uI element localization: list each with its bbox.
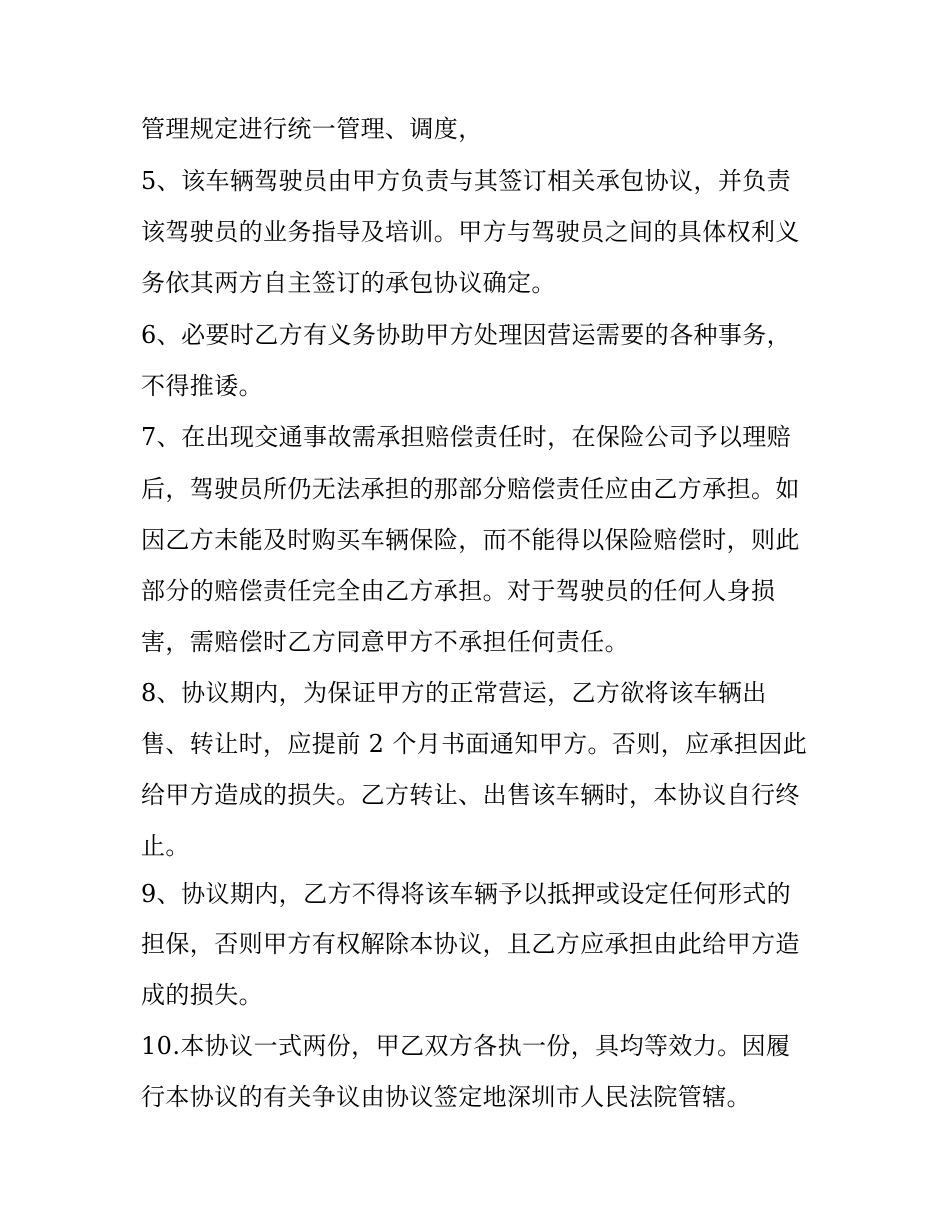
- text-line: 售、转让时，应提前 2 个月书面通知甲方。否则，应承担因此: [141, 730, 808, 758]
- text-line: 6、必要时乙方有义务协助甲方处理因营运需要的各种事务，: [141, 321, 792, 349]
- text-line: 成的损失。: [141, 981, 263, 1009]
- text-line: 7、在出现交通事故需承担赔偿责任时，在保险公司予以理赔: [141, 423, 792, 451]
- text-line: 务依其两方自主签订的承包协议确定。: [141, 269, 556, 297]
- text-line: 8、协议期内，为保证甲方的正常营运，乙方欲将该车辆出: [141, 679, 767, 707]
- text-line: 担保，否则甲方有权解除本协议，且乙方应承担由此给甲方造: [141, 930, 800, 958]
- text-line: 行本协议的有关争议由协议签定地深圳市人民法院管辖。: [141, 1083, 751, 1111]
- text-line: 10.本协议一式两份，甲乙双方各执一份，具均等效力。因履: [141, 1032, 791, 1060]
- text-line: 部分的赔偿责任完全由乙方承担。对于驾驶员的任何人身损: [141, 577, 776, 605]
- text-line: 5、该车辆驾驶员由甲方负责与其签订相关承包协议，并负责: [141, 167, 792, 195]
- text-line: 不得推诿。: [141, 372, 263, 400]
- text-line: 止。: [141, 832, 190, 860]
- text-line: 因乙方未能及时购买车辆保险，而不能得以保险赔偿时，则此: [141, 526, 800, 554]
- text-line: 该驾驶员的业务指导及培训。甲方与驾驶员之间的具体权利义: [141, 218, 800, 246]
- text-line: 管理规定进行统一管理、调度，: [141, 115, 483, 143]
- text-line: 9、协议期内，乙方不得将该车辆予以抵押或设定任何形式的: [141, 880, 792, 908]
- text-line: 害，需赔偿时乙方同意甲方不承担任何责任。: [141, 628, 629, 656]
- text-line: 给甲方造成的损失。乙方转让、出售该车辆时，本协议自行终: [141, 781, 800, 809]
- text-line: 后，驾驶员所仍无法承担的那部分赔偿责任应由乙方承担。如: [141, 475, 800, 503]
